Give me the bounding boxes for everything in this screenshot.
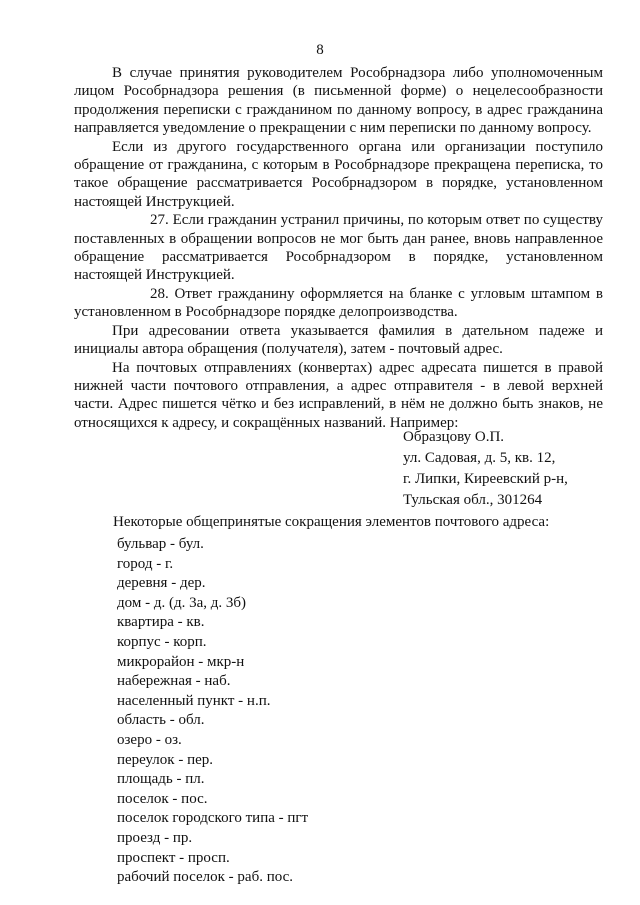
list-item: город - г. (117, 555, 174, 572)
list-item: проспект - просп. (117, 849, 230, 866)
paragraph-text: В случае принятия руководителем Рособрнадзора либо уполномоченным лицом Рособрнадзора решения (в письменной форме) о нецелесообразности продолжения переписки с гражданином по данному вопросу, в адрес гражданина направляется уведомление о прекращении с ним переписки по данному вопросу. (74, 65, 603, 137)
paragraph-text: На почтовых отправлениях (конвертах) адрес адресата пишется в правой нижней части почтового отправления, а адрес отправителя - в левой верхней части. Адрес пишется чётко и без исправлений, в нём не должно быть знаков, не относящихся к адресу, и сокращённых названий. Например: (74, 359, 603, 431)
list-item: поселок городского типа - пгт (117, 810, 309, 827)
abbreviations-list (117, 535, 308, 888)
list-item: площадь - пл. (117, 771, 205, 788)
paragraph-other-agency (74, 138, 603, 212)
abbreviations-title: Некоторые общепринятые сокращения элементов почтового адреса: (113, 514, 550, 530)
list-item: проезд - пр. (117, 829, 193, 846)
address-region: Тульская обл., 301264 (403, 492, 543, 508)
paragraph-text: При адресовании ответа указывается фамилия в дательном падеже и инициалы автора обращения (получателя), затем - почтовый адрес. (74, 322, 603, 358)
paragraph-addressing (74, 322, 603, 359)
list-item: населенный пункт - н.п. (117, 692, 271, 709)
body-text (74, 64, 603, 432)
list-item: рабочий поселок - раб. пос. (117, 869, 294, 886)
list-item: микрорайон - мкр-н (117, 653, 245, 670)
list-item: поселок - пос. (117, 790, 208, 807)
list-item: переулок - пер. (117, 751, 214, 768)
list-item: деревня - дер. (117, 575, 206, 592)
list-item: дом - д. (д. 3а, д. 3б) (117, 594, 247, 611)
address-recipient: Образцову О.П. (403, 429, 505, 445)
list-item: корпус - корп. (117, 633, 207, 650)
paragraph-text: Ответ гражданину оформляется на бланке с угловым штампом в установленном в Рособрнадзоре порядке делопроизводства. (74, 285, 603, 321)
address-example (403, 427, 568, 511)
list-item: квартира - кв. (117, 614, 205, 631)
paragraph-text: Если гражданин устранил причины, по которым ответ по существу поставленных в обращении вопросов не мог быть дан ранее, вновь направленное обращение рассматривается Рособрнадзором в порядке, установленном настоящей Инструкцией. (74, 212, 603, 284)
paragraph-number: 27. (150, 212, 169, 229)
paragraph-text: Если из другого государственного органа или организации поступило обращение от гражданина, с которым в Рособрнадзоре прекращена переписка, то такое обращение рассматривается Рособрнадзором в порядке, установленном настоящей Инструкцией. (74, 138, 603, 210)
list-item: набережная - наб. (117, 673, 231, 690)
address-city: г. Липки, Киреевский р-н, (403, 471, 568, 487)
paragraph-number: 28. (150, 285, 169, 302)
list-item: озеро - оз. (117, 731, 182, 748)
address-street: ул. Садовая, д. 5, кв. 12, (403, 450, 556, 466)
paragraph-termination-notice (74, 64, 603, 138)
list-item: область - обл. (117, 712, 205, 729)
list-item: бульвар - бул. (117, 536, 204, 552)
paragraph-27 (74, 211, 603, 285)
page-number: 8 (316, 42, 324, 58)
paragraph-envelopes (74, 359, 603, 433)
paragraph-28 (74, 285, 603, 322)
